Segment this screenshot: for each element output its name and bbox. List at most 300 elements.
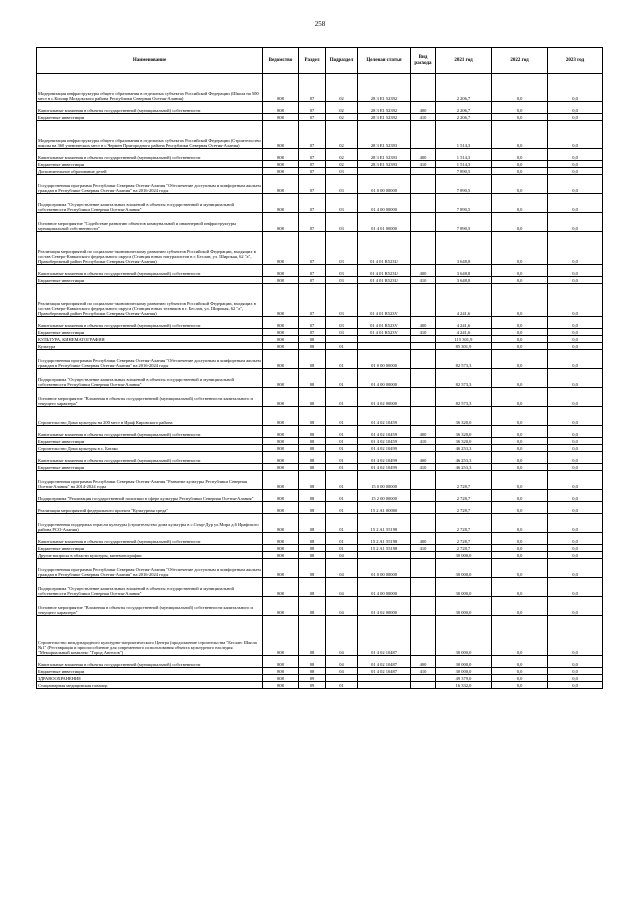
cell-department: 808 xyxy=(263,464,299,471)
cell-expense-type xyxy=(411,175,436,194)
table-row xyxy=(37,388,603,407)
table-row xyxy=(37,464,603,471)
cell-expense-type xyxy=(411,514,436,533)
table-row xyxy=(37,545,603,552)
cell-year-2022: 0,0 xyxy=(492,445,548,452)
cell-year-2023: 0,0 xyxy=(548,438,603,445)
cell-department: 808 xyxy=(263,317,299,329)
cell-section: 08 xyxy=(299,597,326,616)
cell-section: 08 xyxy=(299,438,326,445)
cell-subsection: 04 xyxy=(326,559,358,578)
cell-year-2022: 0,0 xyxy=(492,102,548,114)
cell-year-2021: 4 241,6 xyxy=(436,329,492,336)
cell-year-2021: 3 648,8 xyxy=(436,232,492,265)
cell-target-article: 15 2 A1 00000 xyxy=(358,502,411,514)
cell-year-2023: 0,0 xyxy=(548,161,603,168)
cell-subsection: 03 xyxy=(326,232,358,265)
table-row xyxy=(37,161,603,168)
cell-year-2023: 0,0 xyxy=(548,336,603,343)
cell-department: 808 xyxy=(263,232,299,265)
cell-name: Бюджетные инвестиции xyxy=(37,161,263,168)
table-row xyxy=(37,656,603,668)
cell-subsection: 04 xyxy=(326,578,358,597)
cell-subsection: 02 xyxy=(326,121,358,149)
cell-subsection: 04 xyxy=(326,656,358,668)
cell-name: Основное мероприятие "Вложения в объекты государственной (муниципальной) собственности капитального и текущего характера" xyxy=(37,597,263,616)
cell-section: 08 xyxy=(299,350,326,369)
cell-year-2022: 0,0 xyxy=(492,559,548,578)
cell-section: 08 xyxy=(299,490,326,502)
cell-subsection: 04 xyxy=(326,597,358,616)
table-row xyxy=(37,350,603,369)
cell-target-article xyxy=(358,343,411,350)
cell-expense-type xyxy=(411,336,436,343)
cell-section: 07 xyxy=(299,265,326,277)
cell-section: 08 xyxy=(299,668,326,675)
cell-department: 808 xyxy=(263,445,299,452)
cell-year-2021: 2 206,7 xyxy=(436,114,492,121)
cell-department: 808 xyxy=(263,343,299,350)
table-row xyxy=(37,502,603,514)
cell-year-2022: 0,0 xyxy=(492,656,548,668)
cell-section: 08 xyxy=(299,578,326,597)
cell-expense-type xyxy=(411,388,436,407)
cell-target-article: 01 4 00 00000 xyxy=(358,194,411,213)
table-row xyxy=(37,426,603,438)
cell-year-2023: 0,0 xyxy=(548,616,603,656)
cell-department: 808 xyxy=(263,350,299,369)
table-row xyxy=(37,407,603,426)
header-department: Ведомство xyxy=(263,48,299,74)
cell-year-2022: 0,0 xyxy=(492,597,548,616)
cell-section: 08 xyxy=(299,445,326,452)
cell-name: Дополнительное образование детей xyxy=(37,168,263,175)
cell-name: Капитальные вложения в объекты государственной (муниципальной) собственности xyxy=(37,426,263,438)
cell-year-2021: 16 332,0 xyxy=(436,682,492,689)
cell-target-article: 01 4 01 R523U xyxy=(358,265,411,277)
cell-name: Реализация мероприятий по социально-экономическому развитию субъектов Российской Федерации, входящих в состав Северо-Кавказского федерального округа (Станция юных техников в г. Беслан, ул. Широкая, 62 "а", Правобережный район Республики Северная Осетия-Алания) xyxy=(37,284,263,317)
cell-year-2023: 0,0 xyxy=(548,175,603,194)
cell-year-2023: 0,0 xyxy=(548,533,603,545)
cell-target-article: 28 3 E1 52392 xyxy=(358,74,411,102)
cell-year-2022: 0,0 xyxy=(492,277,548,284)
cell-year-2022: 0,0 xyxy=(492,502,548,514)
budget-table xyxy=(36,47,603,689)
cell-year-2023: 0,0 xyxy=(548,682,603,689)
table-row xyxy=(37,559,603,578)
cell-year-2021: 1 514,3 xyxy=(436,149,492,161)
cell-year-2022: 0,0 xyxy=(492,675,548,682)
cell-year-2022: 0,0 xyxy=(492,552,548,559)
cell-subsection: 02 xyxy=(326,74,358,102)
cell-target-article: 01 4 02 10499 xyxy=(358,452,411,464)
cell-target-article: 01 4 01 R523V xyxy=(358,329,411,336)
cell-year-2022: 0,0 xyxy=(492,464,548,471)
cell-target-article: 15 2 A1 55198 xyxy=(358,545,411,552)
cell-year-2021: 82 573,3 xyxy=(436,388,492,407)
cell-department: 808 xyxy=(263,329,299,336)
cell-department: 808 xyxy=(263,656,299,668)
cell-year-2023: 0,0 xyxy=(548,668,603,675)
cell-year-2022: 0,0 xyxy=(492,74,548,102)
cell-name: КУЛЬТУРА, КИНЕМАТОГРАФИЯ xyxy=(37,336,263,343)
cell-subsection: 01 xyxy=(326,682,358,689)
cell-year-2021: 36 320,0 xyxy=(436,438,492,445)
cell-subsection: 03 xyxy=(326,317,358,329)
cell-expense-type xyxy=(411,597,436,616)
cell-subsection: 01 xyxy=(326,514,358,533)
table-row xyxy=(37,194,603,213)
cell-expense-type xyxy=(411,445,436,452)
cell-expense-type xyxy=(411,682,436,689)
cell-department: 808 xyxy=(263,533,299,545)
cell-year-2023: 0,0 xyxy=(548,656,603,668)
table-row xyxy=(37,329,603,336)
cell-year-2023: 0,0 xyxy=(548,343,603,350)
cell-subsection: 02 xyxy=(326,149,358,161)
cell-subsection: 01 xyxy=(326,502,358,514)
cell-expense-type: 410 xyxy=(411,545,436,552)
cell-year-2021: 46 253,3 xyxy=(436,445,492,452)
cell-expense-type: 410 xyxy=(411,277,436,284)
cell-subsection: 02 xyxy=(326,161,358,168)
cell-year-2022: 0,0 xyxy=(492,336,548,343)
header-subsection: Подраздел xyxy=(326,48,358,74)
cell-name: Подпрограмма "Осуществление капитальных вложений в объекты государственной и муниципальной собственности Республики Северная Осетия-Алания" xyxy=(37,369,263,388)
cell-year-2021: 85 301,9 xyxy=(436,343,492,350)
cell-section: 07 xyxy=(299,168,326,175)
cell-year-2022: 0,0 xyxy=(492,578,548,597)
cell-department: 808 xyxy=(263,490,299,502)
cell-section: 08 xyxy=(299,471,326,490)
cell-year-2021: 82 573,3 xyxy=(436,369,492,388)
cell-name: Капитальные вложения в объекты государственной (муниципальной) собственности xyxy=(37,656,263,668)
cell-expense-type xyxy=(411,490,436,502)
cell-section: 08 xyxy=(299,552,326,559)
cell-name: Культура xyxy=(37,343,263,350)
cell-department: 808 xyxy=(263,668,299,675)
cell-year-2021: 4 241,6 xyxy=(436,284,492,317)
cell-year-2022: 0,0 xyxy=(492,265,548,277)
cell-year-2021: 1 514,3 xyxy=(436,161,492,168)
table-row xyxy=(37,533,603,545)
cell-target-article: 01 4 01 R523U xyxy=(358,232,411,265)
cell-subsection: 01 xyxy=(326,464,358,471)
cell-department: 808 xyxy=(263,578,299,597)
cell-year-2021: 30 000,0 xyxy=(436,656,492,668)
cell-target-article: 01 0 00 00000 xyxy=(358,350,411,369)
cell-year-2023: 0,0 xyxy=(548,369,603,388)
cell-name: Бюджетные инвестиции xyxy=(37,277,263,284)
cell-section: 07 xyxy=(299,317,326,329)
cell-target-article: 15 2 A1 55198 xyxy=(358,533,411,545)
cell-department: 808 xyxy=(263,388,299,407)
cell-subsection: 01 xyxy=(326,343,358,350)
cell-year-2021: 2 206,7 xyxy=(436,102,492,114)
cell-target-article xyxy=(358,336,411,343)
cell-expense-type: 400 xyxy=(411,426,436,438)
cell-department: 808 xyxy=(263,552,299,559)
cell-section: 08 xyxy=(299,426,326,438)
cell-section: 07 xyxy=(299,121,326,149)
cell-year-2023: 0,0 xyxy=(548,213,603,232)
cell-section: 09 xyxy=(299,675,326,682)
cell-department: 808 xyxy=(263,213,299,232)
cell-year-2023: 0,0 xyxy=(548,514,603,533)
cell-target-article: 01 4 00 00000 xyxy=(358,369,411,388)
cell-name: Бюджетные инвестиции xyxy=(37,464,263,471)
cell-target-article: 28 3 E1 52393 xyxy=(358,121,411,149)
cell-department: 808 xyxy=(263,545,299,552)
cell-year-2022: 0,0 xyxy=(492,682,548,689)
cell-target-article: 01 0 00 00000 xyxy=(358,175,411,194)
cell-target-article: 15 2 A1 55198 xyxy=(358,514,411,533)
cell-year-2021: 2 728,7 xyxy=(436,514,492,533)
cell-year-2021: 2 728,7 xyxy=(436,502,492,514)
cell-year-2022: 0,0 xyxy=(492,514,548,533)
cell-subsection: 01 xyxy=(326,438,358,445)
cell-expense-type: 400 xyxy=(411,149,436,161)
cell-section: 08 xyxy=(299,464,326,471)
table-row xyxy=(37,232,603,265)
table-row xyxy=(37,149,603,161)
cell-year-2021: 30 000,0 xyxy=(436,578,492,597)
cell-year-2022: 0,0 xyxy=(492,284,548,317)
cell-year-2023: 0,0 xyxy=(548,407,603,426)
cell-expense-type xyxy=(411,471,436,490)
cell-department: 808 xyxy=(263,161,299,168)
cell-section: 08 xyxy=(299,533,326,545)
cell-year-2022: 0,0 xyxy=(492,452,548,464)
cell-department: 808 xyxy=(263,438,299,445)
table-row xyxy=(37,668,603,675)
cell-year-2021: 36 320,0 xyxy=(436,407,492,426)
cell-year-2023: 0,0 xyxy=(548,559,603,578)
cell-expense-type: 410 xyxy=(411,438,436,445)
cell-expense-type xyxy=(411,74,436,102)
cell-year-2021: 3 648,8 xyxy=(436,277,492,284)
cell-subsection: 03 xyxy=(326,329,358,336)
cell-target-article: 01 4 02 10487 xyxy=(358,616,411,656)
cell-year-2023: 0,0 xyxy=(548,317,603,329)
cell-name: Подпрограмма "Осуществление капитальных вложений в объекты государственной и муниципальной собственности Республики Северная Осетия-Алания" xyxy=(37,578,263,597)
cell-name: ЗДРАВООХРАНЕНИЕ xyxy=(37,675,263,682)
cell-subsection: 01 xyxy=(326,545,358,552)
cell-expense-type xyxy=(411,502,436,514)
cell-year-2021: 30 000,0 xyxy=(436,668,492,675)
cell-subsection: 01 xyxy=(326,445,358,452)
cell-year-2022: 0,0 xyxy=(492,388,548,407)
cell-year-2022: 0,0 xyxy=(492,533,548,545)
cell-year-2021: 30 000,0 xyxy=(436,552,492,559)
table-row xyxy=(37,675,603,682)
cell-subsection: 01 xyxy=(326,471,358,490)
cell-target-article: 01 4 02 10487 xyxy=(358,656,411,668)
cell-year-2023: 0,0 xyxy=(548,265,603,277)
cell-year-2023: 0,0 xyxy=(548,502,603,514)
cell-year-2023: 0,0 xyxy=(548,350,603,369)
table-row xyxy=(37,74,603,102)
cell-section: 07 xyxy=(299,232,326,265)
cell-year-2022: 0,0 xyxy=(492,161,548,168)
cell-subsection: 03 xyxy=(326,168,358,175)
cell-year-2021: 46 253,3 xyxy=(436,452,492,464)
cell-year-2021: 82 573,3 xyxy=(436,350,492,369)
cell-year-2021: 30 000,0 xyxy=(436,616,492,656)
cell-name: Строительство Дома культуры на 200 мест в Ираф Кировского района xyxy=(37,407,263,426)
cell-target-article xyxy=(358,682,411,689)
cell-expense-type xyxy=(411,675,436,682)
cell-year-2023: 0,0 xyxy=(548,471,603,490)
cell-section: 08 xyxy=(299,452,326,464)
cell-section: 07 xyxy=(299,114,326,121)
cell-year-2022: 0,0 xyxy=(492,490,548,502)
cell-year-2023: 0,0 xyxy=(548,114,603,121)
cell-target-article xyxy=(358,552,411,559)
cell-year-2022: 0,0 xyxy=(492,168,548,175)
cell-department: 808 xyxy=(263,426,299,438)
cell-target-article: 01 4 01 R523V xyxy=(358,317,411,329)
cell-year-2021: 30 000,0 xyxy=(436,597,492,616)
table-row xyxy=(37,438,603,445)
cell-year-2023: 0,0 xyxy=(548,149,603,161)
cell-department: 808 xyxy=(263,121,299,149)
cell-target-article xyxy=(358,168,411,175)
cell-subsection: 01 xyxy=(326,490,358,502)
cell-expense-type xyxy=(411,578,436,597)
cell-department: 808 xyxy=(263,194,299,213)
cell-section: 07 xyxy=(299,149,326,161)
cell-department: 808 xyxy=(263,277,299,284)
cell-section: 07 xyxy=(299,329,326,336)
cell-expense-type xyxy=(411,552,436,559)
cell-department: 808 xyxy=(263,149,299,161)
cell-section: 07 xyxy=(299,213,326,232)
cell-subsection xyxy=(326,675,358,682)
cell-department: 808 xyxy=(263,675,299,682)
cell-year-2022: 0,0 xyxy=(492,329,548,336)
cell-year-2021: 46 253,3 xyxy=(436,464,492,471)
cell-name: Государственная программа Республики Северная Осетия-Алания "Развитие культуры Республики Северная Осетия-Алания" на 2014-2024 годы xyxy=(37,471,263,490)
table-row xyxy=(37,213,603,232)
cell-expense-type xyxy=(411,194,436,213)
table-row xyxy=(37,452,603,464)
cell-expense-type: 400 xyxy=(411,533,436,545)
cell-department: 808 xyxy=(263,559,299,578)
cell-subsection: 04 xyxy=(326,552,358,559)
cell-target-article: 01 4 02 10499 xyxy=(358,464,411,471)
cell-name: Капитальные вложения в объекты государственной (муниципальной) собственности xyxy=(37,533,263,545)
cell-year-2021: 2 728,7 xyxy=(436,545,492,552)
cell-year-2023: 0,0 xyxy=(548,452,603,464)
table-row xyxy=(37,597,603,616)
cell-year-2022: 0,0 xyxy=(492,175,548,194)
cell-name: Основное мероприятие "Вложения в объекты государственной (муниципальной) собственности капитального и текущего характера" xyxy=(37,388,263,407)
header-year-2023: 2023 год xyxy=(548,48,603,74)
cell-year-2021: 115 301,9 xyxy=(436,336,492,343)
cell-section: 07 xyxy=(299,74,326,102)
cell-year-2021: 49 379,0 xyxy=(436,675,492,682)
cell-section: 07 xyxy=(299,175,326,194)
cell-year-2022: 0,0 xyxy=(492,545,548,552)
cell-name: Реализация мероприятий по социально-экономическому развитию субъектов Российской Федерации, входящих в состав Северо-Кавказского федерального округа (Станция юных натуралистов в г. Беслан, ул. Широкая, 62 "а", Правобережный район Республики Северная Осетия-Алания) xyxy=(37,232,263,265)
cell-target-article: 01 4 01 R523V xyxy=(358,284,411,317)
cell-subsection: 03 xyxy=(326,277,358,284)
cell-year-2022: 0,0 xyxy=(492,213,548,232)
cell-target-article: 01 4 02 10459 xyxy=(358,438,411,445)
cell-year-2023: 0,0 xyxy=(548,232,603,265)
cell-year-2021: 30 000,0 xyxy=(436,559,492,578)
cell-expense-type xyxy=(411,121,436,149)
cell-year-2022: 0,0 xyxy=(492,438,548,445)
cell-expense-type: 400 xyxy=(411,265,436,277)
cell-year-2023: 0,0 xyxy=(548,675,603,682)
cell-subsection xyxy=(326,336,358,343)
cell-department: 808 xyxy=(263,514,299,533)
cell-name: Государственная программа Республики Северная Осетия-Алания "Обеспечение доступным и комфортным жильем граждан в Республике Северная Осетия-Алания" на 2016-2024 годы xyxy=(37,559,263,578)
cell-subsection: 01 xyxy=(326,426,358,438)
table-row xyxy=(37,317,603,329)
table-row xyxy=(37,175,603,194)
cell-year-2021: 7 890,5 xyxy=(436,168,492,175)
cell-department: 808 xyxy=(263,597,299,616)
cell-subsection: 03 xyxy=(326,265,358,277)
cell-department: 808 xyxy=(263,616,299,656)
cell-name: Реализация мероприятий федерального проекта "Культурная среда" xyxy=(37,502,263,514)
cell-target-article: 01 4 02 00000 xyxy=(358,388,411,407)
cell-expense-type xyxy=(411,284,436,317)
table-body xyxy=(37,74,603,689)
cell-department: 808 xyxy=(263,452,299,464)
cell-subsection: 01 xyxy=(326,369,358,388)
cell-subsection: 03 xyxy=(326,213,358,232)
cell-year-2021: 2 728,7 xyxy=(436,533,492,545)
cell-department: 808 xyxy=(263,168,299,175)
cell-section: 08 xyxy=(299,369,326,388)
header-name: Наименование xyxy=(37,48,263,74)
cell-section: 07 xyxy=(299,277,326,284)
cell-year-2021: 36 320,0 xyxy=(436,426,492,438)
cell-subsection: 03 xyxy=(326,175,358,194)
table-row xyxy=(37,102,603,114)
header-year-2022: 2022 год xyxy=(492,48,548,74)
cell-expense-type: 410 xyxy=(411,329,436,336)
table-row xyxy=(37,471,603,490)
cell-year-2022: 0,0 xyxy=(492,149,548,161)
table-row xyxy=(37,578,603,597)
cell-expense-type xyxy=(411,616,436,656)
cell-year-2022: 0,0 xyxy=(492,426,548,438)
cell-year-2023: 0,0 xyxy=(548,464,603,471)
cell-expense-type: 400 xyxy=(411,102,436,114)
cell-expense-type xyxy=(411,369,436,388)
cell-year-2022: 0,0 xyxy=(492,369,548,388)
cell-section: 07 xyxy=(299,102,326,114)
cell-section: 08 xyxy=(299,559,326,578)
cell-name: Строительство международного культурно-патриотического Центра (продолжение строительства "Беслан. Школа №1" (Реставрация и приспособление для современного использования объекта культурного наследия "Мемориальный комплекс "Город Ангелов") xyxy=(37,616,263,656)
table-row xyxy=(37,490,603,502)
cell-subsection: 04 xyxy=(326,668,358,675)
cell-name: Бюджетные инвестиции xyxy=(37,545,263,552)
header-expense-type: Вид расхода xyxy=(411,48,436,74)
cell-expense-type xyxy=(411,343,436,350)
cell-year-2023: 0,0 xyxy=(548,329,603,336)
cell-year-2021: 4 241,6 xyxy=(436,317,492,329)
cell-year-2022: 0,0 xyxy=(492,317,548,329)
cell-subsection: 03 xyxy=(326,194,358,213)
cell-name: Бюджетные инвестиции xyxy=(37,668,263,675)
table-row xyxy=(37,552,603,559)
